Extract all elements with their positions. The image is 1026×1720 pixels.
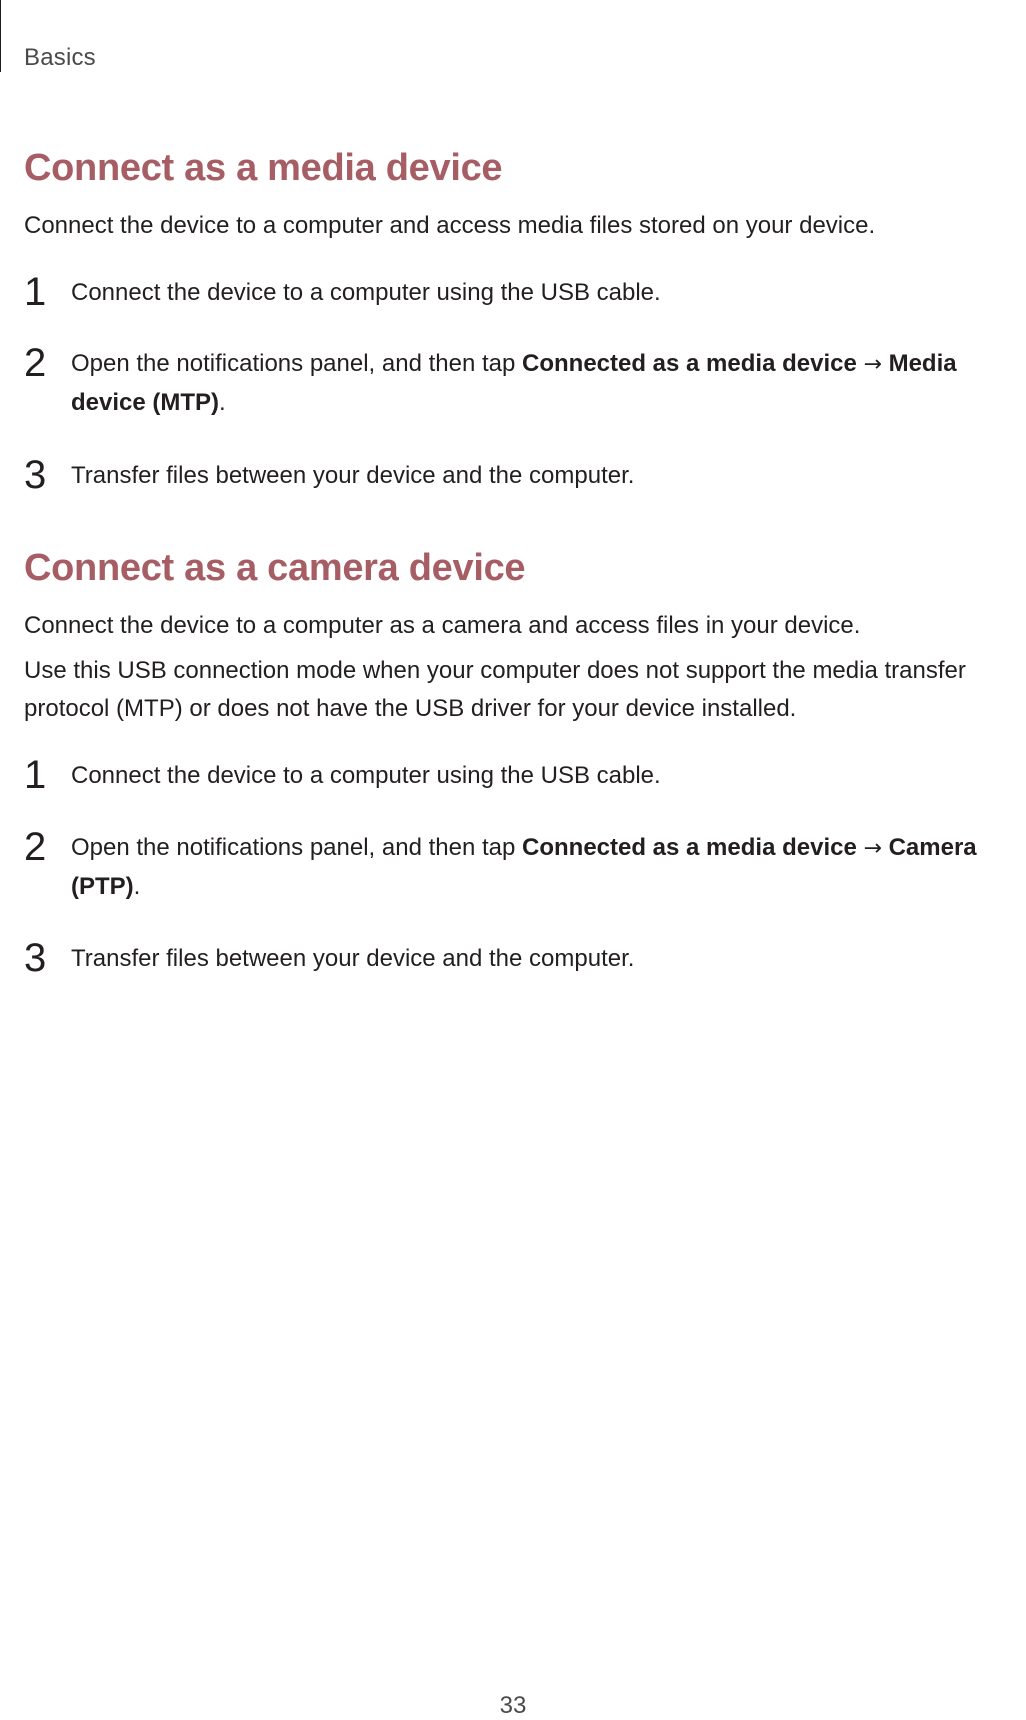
- step-text: Open the notifications panel, and then tap Connected as a media device → Media device (MTP).: [71, 350, 957, 416]
- media-step-3: [24, 453, 1024, 497]
- step-number: 3: [24, 936, 47, 980]
- step-text: Connect the device to a computer using the USB cable.: [71, 279, 661, 306]
- step-text: Connect the device to a computer using the USB cable.: [71, 762, 661, 789]
- camera-step-2: [24, 825, 1024, 906]
- running-header: Basics: [24, 44, 96, 71]
- arrow-icon: →: [863, 352, 882, 377]
- page-corner-rule: [0, 0, 1, 72]
- step-number: 2: [24, 341, 47, 385]
- step-number: 1: [24, 753, 47, 797]
- menu-path-connected: Connected as a media device: [522, 350, 857, 377]
- camera-section-note-block: [24, 652, 1024, 728]
- step-text: Transfer files between your device and the computer.: [71, 462, 635, 489]
- camera-section-intro-block: [24, 607, 1024, 645]
- menu-path-camera: Camera (PTP): [71, 834, 977, 900]
- media-section-title: Connect as a media device: [24, 147, 503, 189]
- menu-path-connected: Connected as a media device: [522, 834, 857, 861]
- step-number: 2: [24, 825, 47, 869]
- camera-section-note: Use this USB connection mode when your computer does not support the media transfer protocol (MTP) or does not have the USB driver for your device installed.: [24, 657, 966, 722]
- media-section-intro: Connect the device to a computer and access media files stored on your device.: [24, 212, 876, 239]
- step-number: 3: [24, 453, 47, 497]
- media-step-1: [24, 270, 1024, 314]
- menu-path-media-device: Media device (MTP): [71, 350, 957, 416]
- step-text: Transfer files between your device and the computer.: [71, 945, 635, 972]
- step-number: 1: [24, 270, 47, 314]
- arrow-icon: →: [863, 836, 882, 861]
- camera-section-title: Connect as a camera device: [24, 547, 526, 589]
- step-text: Open the notifications panel, and then tap Connected as a media device → Camera (PTP).: [71, 834, 977, 900]
- page-number: 33: [499, 1692, 527, 1719]
- media-step-2: [24, 341, 1009, 422]
- camera-device-section: [24, 544, 1024, 592]
- camera-step-1: [24, 753, 1024, 797]
- media-section-intro-block: [24, 207, 1024, 245]
- camera-step-3: [24, 936, 1024, 980]
- media-device-section: [24, 144, 1024, 192]
- camera-section-intro: Connect the device to a computer as a camera and access files in your device.: [24, 612, 861, 639]
